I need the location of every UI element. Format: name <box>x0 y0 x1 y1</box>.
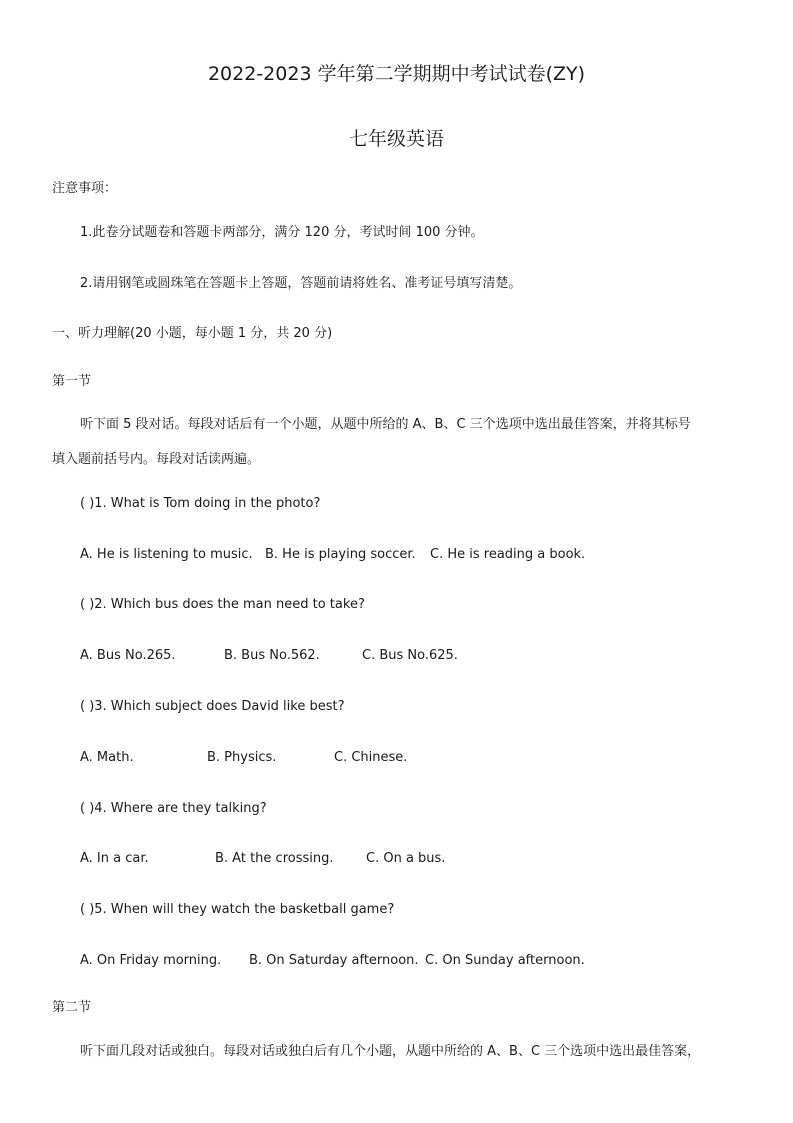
notes-heading: 注意事项： <box>52 181 118 196</box>
part-instructions: 填入题前括号内。每段对话读两遍。 <box>52 452 261 467</box>
exam-title: 2022-2023 学年第二学期期中考试试卷(ZY) <box>207 63 586 85</box>
option-b: B. Bus No.562. <box>224 648 320 663</box>
option-c: C. On Sunday afternoon. <box>425 953 585 968</box>
question-stem: ( )3. Which subject does David like best? <box>80 699 345 714</box>
option-a: A. On Friday morning. <box>80 953 222 968</box>
option-c: C. Chinese. <box>334 750 408 765</box>
section-heading: 一、听力理解(20 小题，每小题 1 分，共 20 分) <box>52 326 333 341</box>
notes-item: 2.请用钢笔或圆珠笔在答题卡上答题，答题前请将姓名、准考证号填写清楚。 <box>80 276 522 291</box>
option-b: B. At the crossing. <box>215 851 334 866</box>
option-a: A. He is listening to music. <box>80 547 253 562</box>
option-b: B. He is playing soccer. <box>265 547 416 562</box>
option-c: C. Bus No.625. <box>362 648 458 663</box>
part-instructions: 听下面几段对话或独白。每段对话或独白后有几个小题，从题中所给的 A、B、C 三个选项中选出最佳答案， <box>80 1044 701 1059</box>
option-a: A. Math. <box>80 750 134 765</box>
question-stem: ( )5. When will they watch the basketball game? <box>80 902 395 917</box>
option-c: C. On a bus. <box>366 851 446 866</box>
part-heading: 第一节 <box>52 374 92 389</box>
option-b: B. Physics. <box>207 750 277 765</box>
part-heading: 第二节 <box>52 1000 92 1015</box>
question-stem: ( )1. What is Tom doing in the photo? <box>80 496 321 511</box>
option-a: A. Bus No.265. <box>80 648 176 663</box>
option-a: A. In a car. <box>80 851 149 866</box>
option-b: B. On Saturday afternoon. <box>249 953 419 968</box>
question-stem: ( )2. Which bus does the man need to take? <box>80 597 365 612</box>
notes-item: 1.此卷分试题卷和答题卡两部分，满分 120 分，考试时间 100 分钟。 <box>80 225 484 240</box>
question-stem: ( )4. Where are they talking? <box>80 801 267 816</box>
exam-subtitle: 七年级英语 <box>348 128 444 150</box>
option-c: C. He is reading a book. <box>430 547 586 562</box>
part-instructions: 听下面 5 段对话。每段对话后有一个小题，从题中所给的 A、B、C 三个选项中选出最佳答案，并将其标号 <box>80 417 691 432</box>
